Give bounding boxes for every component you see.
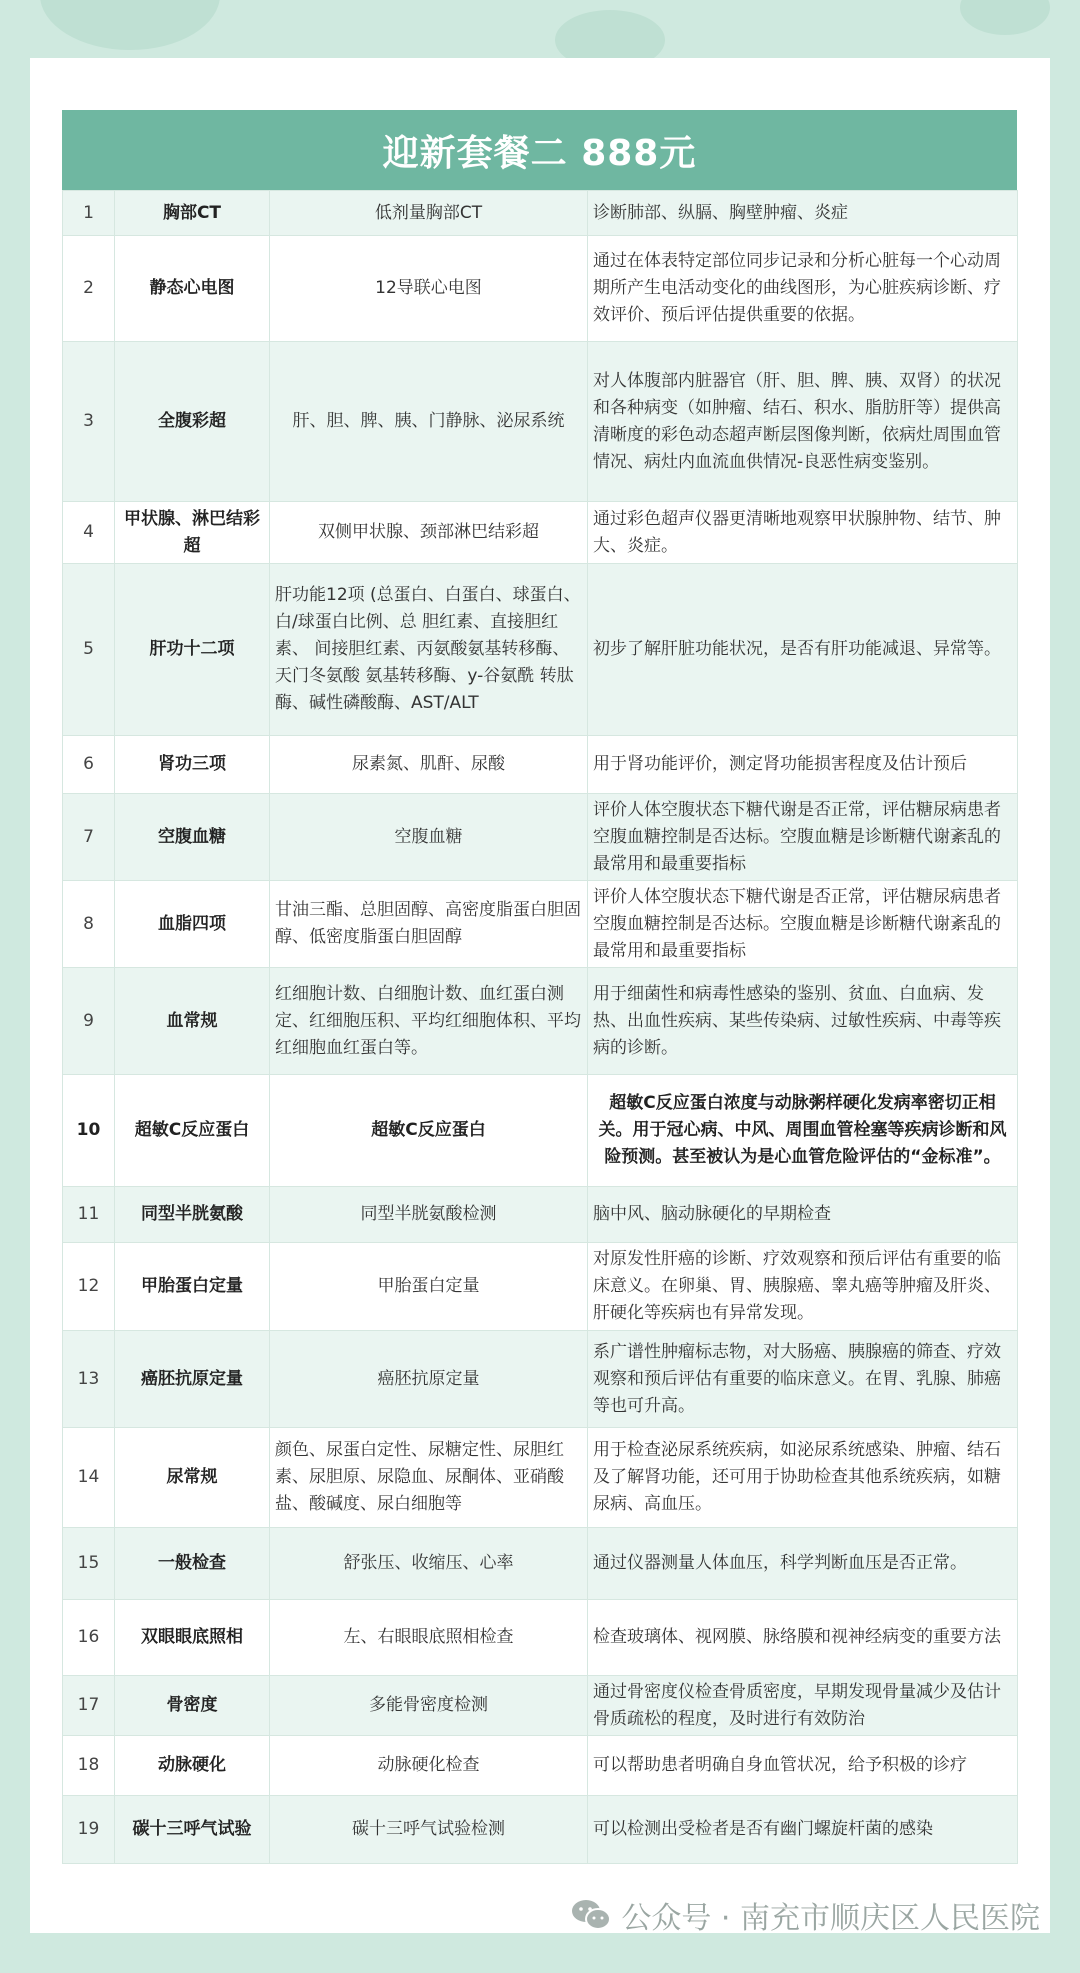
item-description: 通过彩色超声仪器更清晰地观察甲状腺肿物、结节、肿大、炎症。 (588, 502, 1018, 564)
package-table (62, 110, 1017, 1864)
item-name: 骨密度 (115, 1676, 270, 1736)
item-content: 左、右眼眼底照相检查 (270, 1600, 588, 1676)
item-content: 甲胎蛋白定量 (270, 1243, 588, 1331)
item-content: 尿素氮、肌酐、尿酸 (270, 736, 588, 794)
items-table (62, 190, 1018, 1864)
item-name: 碳十三呼气试验 (115, 1796, 270, 1864)
item-name: 甲胎蛋白定量 (115, 1243, 270, 1331)
decor-circle-left (40, 0, 220, 50)
item-description: 脑中风、脑动脉硬化的早期检查 (588, 1187, 1018, 1243)
table-row (63, 564, 1018, 736)
item-content: 碳十三呼气试验检测 (270, 1796, 588, 1864)
table-row (63, 502, 1018, 564)
item-content: 低剂量胸部CT (270, 191, 588, 236)
row-number: 13 (63, 1331, 115, 1428)
row-number: 12 (63, 1243, 115, 1331)
item-description: 可以帮助患者明确自身血管状况，给予积极的诊疗 (588, 1736, 1018, 1796)
item-description: 对原发性肝癌的诊断、疗效观察和预后评估有重要的临床意义。在卵巢、胃、胰腺癌、睾丸癌等肿瘤及肝炎、肝硬化等疾病也有异常发现。 (588, 1243, 1018, 1331)
item-content: 颜色、尿蛋白定性、尿糖定性、尿胆红素、尿胆原、尿隐血、尿酮体、亚硝酸盐、酸碱度、尿白细胞等 (270, 1428, 588, 1528)
item-description: 对人体腹部内脏器官（肝、胆、脾、胰、双肾）的状况和各种病变（如肿瘤、结石、积水、脂肪肝等）提供高清晰度的彩色动态超声断层图像判断，依病灶周围血管情况、病灶内血流血供情况-良恶性病变鉴别。 (588, 342, 1018, 502)
table-row (63, 968, 1018, 1075)
table-row (63, 1075, 1018, 1187)
table-row (63, 736, 1018, 794)
table-row (63, 1736, 1018, 1796)
item-description: 通过骨密度仪检查骨质密度，早期发现骨量减少及估计骨质疏松的程度，及时进行有效防治 (588, 1676, 1018, 1736)
row-number: 19 (63, 1796, 115, 1864)
wechat-icon (571, 1898, 611, 1932)
item-description: 诊断肺部、纵膈、胸壁肿瘤、炎症 (588, 191, 1018, 236)
item-name: 同型半胱氨酸 (115, 1187, 270, 1243)
item-description: 检查玻璃体、视网膜、脉络膜和视神经病变的重要方法 (588, 1600, 1018, 1676)
table-row (63, 236, 1018, 342)
row-number: 16 (63, 1600, 115, 1676)
item-description: 系广谱性肿瘤标志物，对大肠癌、胰腺癌的筛查、疗效观察和预后评估有重要的临床意义。在胃、乳腺、肺癌等也可升高。 (588, 1331, 1018, 1428)
item-content: 肝功能12项 (总蛋白、白蛋白、球蛋白、白/球蛋白比例、总 胆红素、直接胆红素、 间接胆红素、丙氨酸氨基转移酶、天门冬氨酸 氨基转移酶、y-谷氨酰 转肽酶、碱性磷酸酶、AST/ALT (270, 564, 588, 736)
item-name: 肾功三项 (115, 736, 270, 794)
item-content: 双侧甲状腺、颈部淋巴结彩超 (270, 502, 588, 564)
row-number: 4 (63, 502, 115, 564)
footer-watermark (571, 1890, 1040, 1940)
item-name: 超敏C反应蛋白 (115, 1075, 270, 1187)
item-content: 12导联心电图 (270, 236, 588, 342)
item-name: 动脉硬化 (115, 1736, 270, 1796)
item-content: 同型半胱氨酸检测 (270, 1187, 588, 1243)
item-content: 甘油三酯、总胆固醇、高密度脂蛋白胆固醇、低密度脂蛋白胆固醇 (270, 881, 588, 968)
item-description: 评价人体空腹状态下糖代谢是否正常，评估糖尿病患者空腹血糖控制是否达标。空腹血糖是诊断糖代谢紊乱的最常用和最重要指标 (588, 881, 1018, 968)
item-description: 通过仪器测量人体血压，科学判断血压是否正常。 (588, 1528, 1018, 1600)
item-content: 多能骨密度检测 (270, 1676, 588, 1736)
table-row (63, 1428, 1018, 1528)
item-description: 通过在体表特定部位同步记录和分析心脏每一个心动周期所产生电活动变化的曲线图形，为心脏疾病诊断、疗效评价、预后评估提供重要的依据。 (588, 236, 1018, 342)
row-number: 5 (63, 564, 115, 736)
row-number: 14 (63, 1428, 115, 1528)
item-description: 可以检测出受检者是否有幽门螺旋杆菌的感染 (588, 1796, 1018, 1864)
item-description: 评价人体空腹状态下糖代谢是否正常，评估糖尿病患者空腹血糖控制是否达标。空腹血糖是诊断糖代谢紊乱的最常用和最重要指标 (588, 794, 1018, 881)
item-content: 动脉硬化检查 (270, 1736, 588, 1796)
item-name: 癌胚抗原定量 (115, 1331, 270, 1428)
item-name: 血脂四项 (115, 881, 270, 968)
table-row (63, 794, 1018, 881)
row-number: 11 (63, 1187, 115, 1243)
item-description: 用于检查泌尿系统疾病，如泌尿系统感染、肿瘤、结石及了解肾功能，还可用于协助检查其他系统疾病，如糖尿病、高血压。 (588, 1428, 1018, 1528)
table-row (63, 1331, 1018, 1428)
item-name: 胸部CT (115, 191, 270, 236)
table-row (63, 191, 1018, 236)
row-number: 10 (63, 1075, 115, 1187)
table-row (63, 342, 1018, 502)
item-description: 初步了解肝脏功能状况，是否有肝功能减退、异常等。 (588, 564, 1018, 736)
item-description: 用于细菌性和病毒性感染的鉴别、贫血、白血病、发热、出血性疾病、某些传染病、过敏性疾病、中毒等疾病的诊断。 (588, 968, 1018, 1075)
item-description: 超敏C反应蛋白浓度与动脉粥样硬化发病率密切正相关。用于冠心病、中风、周围血管栓塞等疾病诊断和风险预测。甚至被认为是心血管危险评估的“金标准”。 (588, 1075, 1018, 1187)
row-number: 2 (63, 236, 115, 342)
row-number: 3 (63, 342, 115, 502)
row-number: 1 (63, 191, 115, 236)
item-name: 肝功十二项 (115, 564, 270, 736)
item-name: 一般检查 (115, 1528, 270, 1600)
table-row (63, 1187, 1018, 1243)
item-description: 用于肾功能评价，测定肾功能损害程度及估计预后 (588, 736, 1018, 794)
table-row (63, 1528, 1018, 1600)
table-row (63, 1796, 1018, 1864)
row-number: 17 (63, 1676, 115, 1736)
item-name: 甲状腺、淋巴结彩超 (115, 502, 270, 564)
package-title: 迎新套餐二 888元 (62, 110, 1017, 190)
row-number: 8 (63, 881, 115, 968)
item-content: 肝、胆、脾、胰、门静脉、泌尿系统 (270, 342, 588, 502)
row-number: 6 (63, 736, 115, 794)
item-content: 空腹血糖 (270, 794, 588, 881)
item-content: 超敏C反应蛋白 (270, 1075, 588, 1187)
row-number: 18 (63, 1736, 115, 1796)
item-name: 静态心电图 (115, 236, 270, 342)
row-number: 15 (63, 1528, 115, 1600)
item-name: 双眼眼底照相 (115, 1600, 270, 1676)
item-name: 尿常规 (115, 1428, 270, 1528)
item-content: 癌胚抗原定量 (270, 1331, 588, 1428)
table-row (63, 881, 1018, 968)
table-row (63, 1243, 1018, 1331)
item-content: 红细胞计数、白细胞计数、血红蛋白测定、红细胞压积、平均红细胞体积、平均红细胞血红蛋白等。 (270, 968, 588, 1075)
row-number: 7 (63, 794, 115, 881)
table-row (63, 1600, 1018, 1676)
decor-circle-corner (960, 0, 1050, 35)
item-name: 血常规 (115, 968, 270, 1075)
item-content: 舒张压、收缩压、心率 (270, 1528, 588, 1600)
item-name: 全腹彩超 (115, 342, 270, 502)
row-number: 9 (63, 968, 115, 1075)
table-row (63, 1676, 1018, 1736)
item-name: 空腹血糖 (115, 794, 270, 881)
footer-text: 公众号 · 南充市顺庆区人民医院 (621, 1901, 1040, 1936)
